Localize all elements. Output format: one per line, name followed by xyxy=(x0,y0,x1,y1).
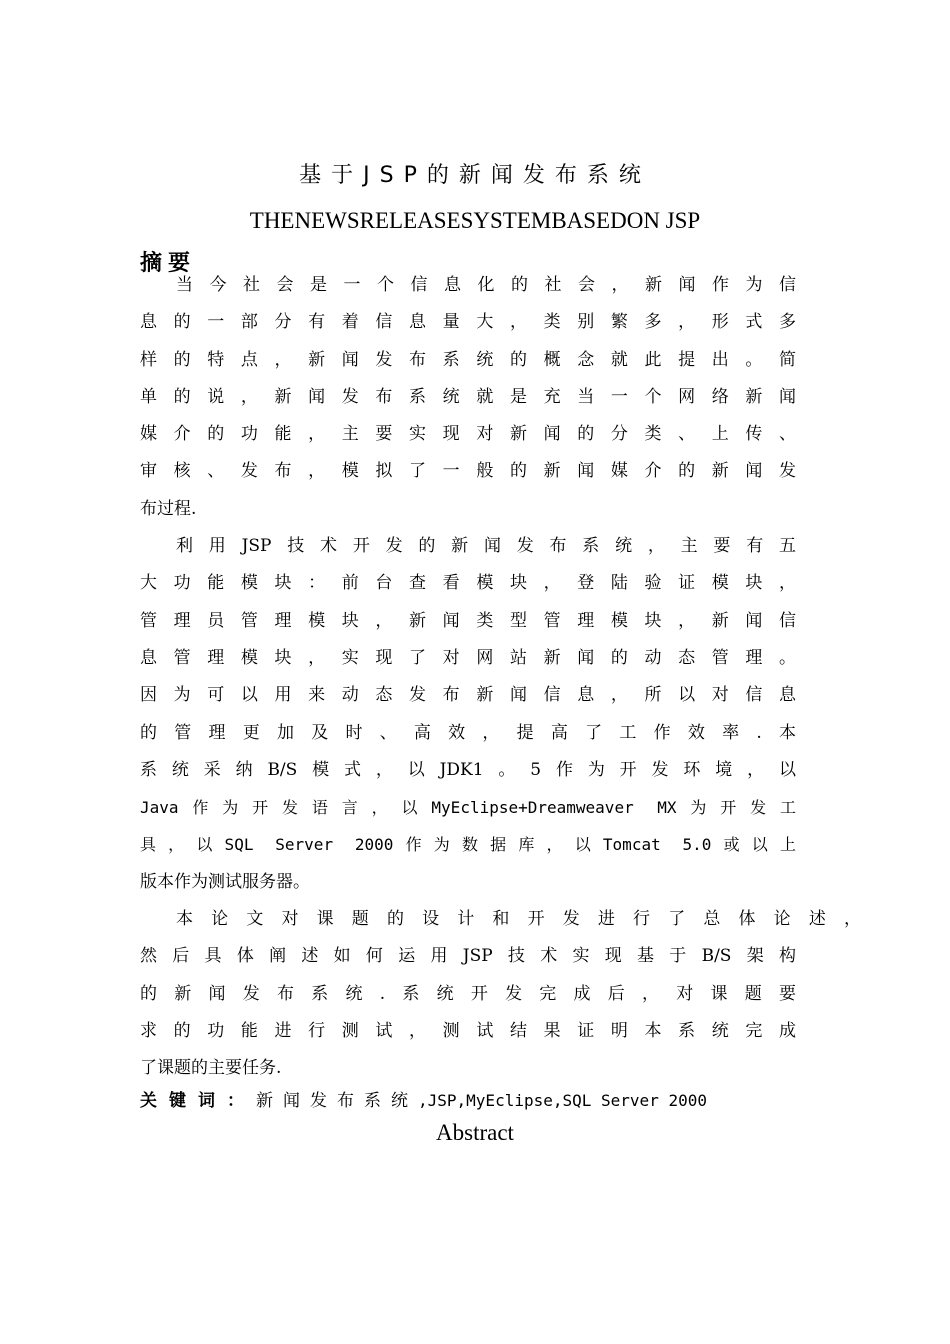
abstract-paragraph-2 xyxy=(140,528,796,901)
abstract-english-heading: Abstract xyxy=(436,1120,514,1145)
abstract-paragraph-3 xyxy=(140,901,861,1087)
text-line: 求的功能进行测试，测试结果证明本系统完成 xyxy=(140,1020,796,1041)
text-line: 利用JSP技术开发的新闻发布系统，主要有五 xyxy=(176,536,796,557)
document-title-english: THENEWSRELEASESYSTEMBASEDON JSP xyxy=(249,208,701,233)
text-line: 因为可以用来动态发布新闻信息，所以对信息 xyxy=(140,685,796,706)
keywords-label: 关键词： xyxy=(140,1091,256,1111)
text-line: 的管理更加及时、高效，提高了工作效率.本 xyxy=(140,722,796,743)
text-line: 大功能模块：前台查看模块，登陆验证模块， xyxy=(140,573,796,594)
text-line: 审核、发布，模拟了一般的新闻媒介的新闻发 xyxy=(140,461,796,482)
text-line: 息管理模块，实现了对网站新闻的动态管理。 xyxy=(140,647,796,668)
keywords-line xyxy=(140,1086,780,1111)
text-line: 了课题的主要任务. xyxy=(140,1058,282,1079)
keywords-rest: ,JSP,MyEclipse,SQL Server 2000 xyxy=(418,1091,707,1110)
abstract-paragraph-1 xyxy=(140,267,796,528)
text-line: 当今社会是一个信息化的社会，新闻作为信 xyxy=(176,275,796,295)
text-line: 具，以SQL Server 2000作为数据库，以Tomcat 5.0或以上 xyxy=(140,835,796,855)
text-line: 版本作为测试服务器。 xyxy=(140,871,310,892)
text-line: 的新闻发布系统.系统开发完成后，对课题要 xyxy=(140,983,796,1004)
text-line: 样的特点，新闻发布系统的概念就此提出。简 xyxy=(140,349,796,370)
text-line: 然后具体阐述如何运用JSP技术实现基于B/S架构 xyxy=(140,946,796,967)
text-line: Java作为开发语言，以MyEclipse+Dreamweaver MX为开发工 xyxy=(140,798,796,818)
text-line: 布过程. xyxy=(140,498,197,519)
text-line: 系统采纳B/S模式，以JDK1。5作为开发环境，以 xyxy=(140,759,796,780)
abstract-body xyxy=(140,267,861,1088)
text-line: 管理员管理模块，新闻类型管理模块，新闻信 xyxy=(140,610,796,631)
text-line: 本论文对课题的设计和开发进行了总体论述， xyxy=(176,909,861,930)
text-line: 媒介的功能，主要实现对新闻的分类、上传、 xyxy=(140,424,796,445)
abstract-heading: 摘要 xyxy=(140,251,197,276)
document-title-chinese: 基于JSP的新闻发布系统 xyxy=(299,163,651,188)
text-line: 息的一部分有着信息量大，类别繁多，形式多 xyxy=(140,312,796,333)
keywords-chinese: 新闻发布系统 xyxy=(256,1091,418,1111)
text-line: 单的说，新闻发布系统就是充当一个网络新闻 xyxy=(140,386,796,407)
